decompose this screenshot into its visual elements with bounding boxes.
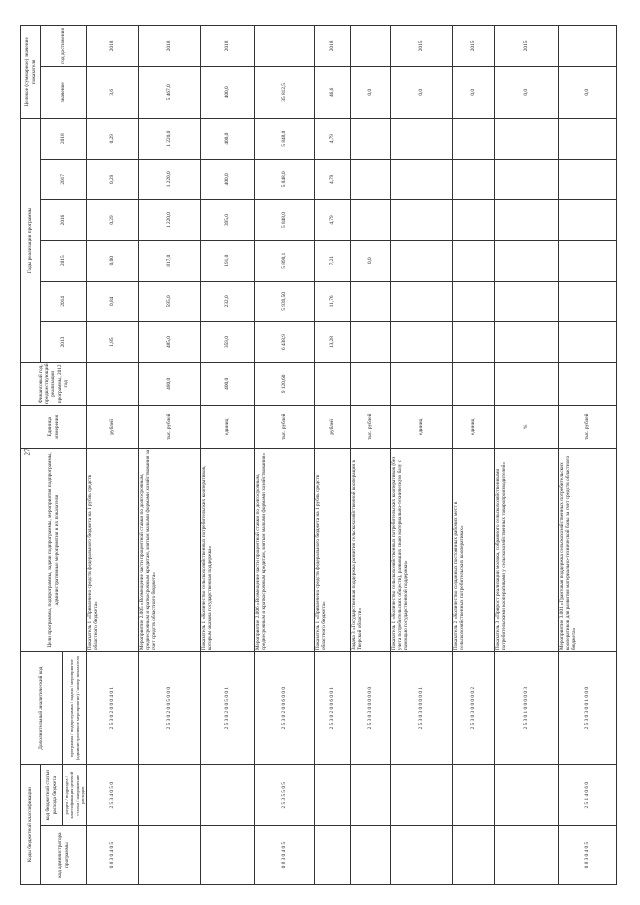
- row-val-2016: [453, 200, 495, 241]
- row-val-2017: [351, 159, 391, 200]
- year-2018-header: 2018: [41, 118, 87, 159]
- row-target-value: 3,6: [87, 66, 139, 118]
- admin-code: [453, 826, 495, 885]
- row-description: Задача 3 «Государственная поддержка развития сельскохозяйственной кооперации в Тверской области»: [351, 448, 391, 651]
- expense-subheaders: раздел / подраздел / классификация целевой статьи / направление расходов: [63, 765, 87, 826]
- row-val-2014: [391, 281, 453, 322]
- row-fin-2012: [495, 362, 559, 405]
- row-fin-2012: 400,0: [201, 362, 255, 405]
- row-val-2016: [495, 200, 559, 241]
- row-val-2014: [453, 281, 495, 322]
- year-2013-header: 2013: [41, 322, 87, 363]
- row-val-2013: [453, 322, 495, 363]
- row-description: Показатель 1 «Привлечено средств федерального бюджета на 1 рубль средств областного бюджета»: [87, 448, 139, 651]
- table-row: [201, 26, 255, 885]
- row-val-2013: [391, 322, 453, 363]
- analytic-code: 2 5 3 0 3 0 0 0 0 0 2: [453, 652, 495, 765]
- row-target-value: 0,0: [453, 66, 495, 118]
- row-val-2018: [495, 118, 559, 159]
- row-val-2014: 11,76: [315, 281, 351, 322]
- row-val-2014: 232,0: [201, 281, 255, 322]
- row-val-2016: 395,0: [201, 200, 255, 241]
- row-description: Показатель 1 «Количество сельскохозяйственных потребительских кооперативов (без учета потребительских обществ), развивших свою материально-техническую базу с помощью государственной поддержки»: [391, 448, 453, 651]
- row-val-2014: [351, 281, 391, 322]
- row-val-2018: 0,29: [87, 118, 139, 159]
- admin-code: [351, 826, 391, 885]
- row-target-year: 2015: [453, 26, 495, 67]
- row-val-2015: 0,00: [87, 240, 139, 281]
- analytic-code: 2 5 3 0 2 0 0 6 0 0 1: [315, 652, 351, 765]
- row-target-year: 2018: [139, 26, 201, 67]
- analytic-subheaders: программа / подпрограмма / задача / мероприятие (административное мероприятие) / номер показателя: [63, 652, 87, 765]
- row-val-2016: 5 848,0: [255, 200, 315, 241]
- admin-code: [495, 826, 559, 885]
- year-2014-header: 2014: [41, 281, 87, 322]
- row-target-value: 46,6: [315, 66, 351, 118]
- row-target-value: 0,0: [495, 66, 559, 118]
- analytic-code: 2 5 3 0 2 0 0 6 0 0 0: [255, 652, 315, 765]
- row-val-2017: 5 848,0: [255, 159, 315, 200]
- row-target-year: 2018: [201, 26, 255, 67]
- row-target-value: 5 467,0: [139, 66, 201, 118]
- row-target-value: 400,0: [201, 66, 255, 118]
- fin-year-header: Финансовый год, предшествующий реализации программы, 2012 год: [21, 362, 87, 405]
- row-fin-2012: [315, 362, 351, 405]
- row-unit: тыс. рублей: [351, 405, 391, 448]
- table-body: [87, 26, 617, 885]
- row-unit: рублей: [315, 405, 351, 448]
- row-val-2013: 485,0: [139, 322, 201, 363]
- row-fin-2012: [391, 362, 453, 405]
- row-val-2016: [351, 200, 391, 241]
- expense-code: [453, 765, 495, 826]
- row-val-2017: [391, 159, 453, 200]
- row-val-2014: 0,84: [87, 281, 139, 322]
- admin-code: [391, 826, 453, 885]
- row-target-year: 2018: [87, 26, 139, 67]
- page-number: 27: [23, 448, 32, 456]
- row-val-2018: [453, 118, 495, 159]
- row-val-2016: 0,29: [87, 200, 139, 241]
- row-fin-2012: 480,0: [139, 362, 201, 405]
- table-row: [255, 26, 315, 885]
- row-description: Мероприятие 2.005 «Возмещение части процентной ставки по долгосрочным, среднесрочным и краткосрочным кредитам, взятым малыми формами хозяйствования за счет средств областного бюджета»: [139, 448, 201, 651]
- row-target-year: 2015: [391, 26, 453, 67]
- admin-code: [139, 826, 201, 885]
- row-fin-2012: [453, 362, 495, 405]
- row-description: Показатель 3 «Прирост реализации молока, собранного сельскохозяйственными потребительскими кооперативами у сельскохозяйственных товаропроизводителей»: [495, 448, 559, 651]
- expense-code: [201, 765, 255, 826]
- row-val-2018: 1 220,0: [139, 118, 201, 159]
- row-val-2015: 7,21: [315, 240, 351, 281]
- row-val-2013: [559, 322, 617, 363]
- row-unit: %: [495, 405, 559, 448]
- row-val-2016: [559, 200, 617, 241]
- row-val-2013: 6 438,9: [255, 322, 315, 363]
- row-target-year: [559, 26, 617, 67]
- row-description: Показатель 2 «Количество созданных постоянных рабочих мест в сельскохозяйственных потребительских кооперативах»: [453, 448, 495, 651]
- admin-code: 0 8 3 0 4 0 5: [559, 826, 617, 885]
- analytic-group-header: Дополнительный аналитический код: [21, 652, 63, 765]
- analytic-code: 2 5 3 0 3 0 0 1 0 0 0: [559, 652, 617, 765]
- unit-header: Единица измерения: [21, 405, 87, 448]
- row-description: Показатель 1 «Привлечено средств федерального бюджета на 1 рубль средств областного бюджета»: [315, 448, 351, 651]
- admin-code: 0 8 3 0 4 0 5: [255, 826, 315, 885]
- row-unit: тыс. рублей: [559, 405, 617, 448]
- row-val-2016: [391, 200, 453, 241]
- row-val-2018: 4,79: [315, 118, 351, 159]
- row-val-2015: [495, 240, 559, 281]
- year-2017-header: 2017: [41, 159, 87, 200]
- row-val-2014: 595,0: [139, 281, 201, 322]
- program-table: [20, 25, 617, 885]
- expense-code: [315, 765, 351, 826]
- row-val-2013: 1,85: [87, 322, 139, 363]
- target-group-header: Целевое (суммарное) значение показателя: [21, 26, 41, 119]
- row-fin-2012: [559, 362, 617, 405]
- row-target-year: [255, 26, 315, 67]
- admin-code: [201, 826, 255, 885]
- table-row: [351, 26, 391, 885]
- row-val-2013: 359,0: [201, 322, 255, 363]
- row-target-year: 2015: [495, 26, 559, 67]
- rotated-table-wrapper: [20, 25, 620, 885]
- row-val-2014: 5 939,50: [255, 281, 315, 322]
- row-description: Показатель 1 «Количество сельскохозяйственных потребительских кооперативов, которым оказана государственная поддержка»: [201, 448, 255, 651]
- row-description: Мероприятие 3.001 «Грантовая поддержка сельскохозяйственных потребительских кооперативов для развития материально-технической базы за счет средств областного бюджета»: [559, 448, 617, 651]
- row-val-2015: [559, 240, 617, 281]
- row-unit: единиц: [201, 405, 255, 448]
- row-target-year: [351, 26, 391, 67]
- row-val-2014: [495, 281, 559, 322]
- row-val-2018: [559, 118, 617, 159]
- analytic-code: 2 5 3 0 2 0 0 5 0 0 0: [139, 652, 201, 765]
- row-description: Мероприятие 2.006 «Возмещение части процентной ставки по долгосрочным, среднесрочным и краткосрочным кредитам, взятым малыми формами хозяйствования»: [255, 448, 315, 651]
- goals-header: Цели программы, подпрограммы, задачи подпрограммы, мероприятия подпрограммы, административные мероприятия и их показатели: [21, 448, 87, 651]
- expense-code: 2 5 3 5 5 0 5: [255, 765, 315, 826]
- row-unit: единиц: [391, 405, 453, 448]
- row-val-2017: 1 220,0: [139, 159, 201, 200]
- row-val-2017: 4,79: [315, 159, 351, 200]
- row-val-2018: 400,0: [201, 118, 255, 159]
- row-val-2017: [495, 159, 559, 200]
- expense-code: [139, 765, 201, 826]
- row-target-value: 0,0: [559, 66, 617, 118]
- expense-code: [391, 765, 453, 826]
- analytic-code: 2 5 3 0 2 0 0 5 0 0 1: [201, 652, 255, 765]
- row-val-2015: [391, 240, 453, 281]
- table-row: [139, 26, 201, 885]
- row-val-2015: 5 890,1: [255, 240, 315, 281]
- codes-group-header: Коды бюджетной классификации: [21, 765, 41, 885]
- row-val-2013: 13,28: [315, 322, 351, 363]
- table-row: [559, 26, 617, 885]
- row-target-value: 35 812,5: [255, 66, 315, 118]
- row-fin-2012: [87, 362, 139, 405]
- row-val-2015: 817,0: [139, 240, 201, 281]
- analytic-code: 2 5 3 0 3 0 0 0 0 0 0: [351, 652, 391, 765]
- table-row: [391, 26, 453, 885]
- expense-code-header: код бюджетной статьи расхода бюджета: [41, 765, 63, 826]
- row-val-2016: 1 220,0: [139, 200, 201, 241]
- row-val-2017: [453, 159, 495, 200]
- table-row: [453, 26, 495, 885]
- row-val-2014: [559, 281, 617, 322]
- row-unit: рублей: [87, 405, 139, 448]
- row-val-2017: 0,29: [87, 159, 139, 200]
- row-unit: тыс. рублей: [255, 405, 315, 448]
- row-unit: единиц: [453, 405, 495, 448]
- row-val-2016: 4,79: [315, 200, 351, 241]
- analytic-code: 2 5 3 0 2 0 0 0 4 0 1: [87, 652, 139, 765]
- expense-code: 2 5 3 4 0 5 0: [87, 765, 139, 826]
- table-row: [87, 26, 139, 885]
- table-row: [315, 26, 351, 885]
- row-val-2017: 400,0: [201, 159, 255, 200]
- table-row: [495, 26, 559, 885]
- years-group-header: Годы реализации программы: [21, 118, 41, 362]
- row-val-2018: [391, 118, 453, 159]
- expense-code: [495, 765, 559, 826]
- admin-code: 0 8 3 0 4 0 5: [87, 826, 139, 885]
- target-year-header: год достижения: [41, 26, 87, 67]
- row-fin-2012: 9 120,60: [255, 362, 315, 405]
- row-target-year: 2018: [315, 26, 351, 67]
- year-2015-header: 2015: [41, 240, 87, 281]
- row-val-2015: 191,0: [201, 240, 255, 281]
- analytic-code: 2 5 3 0 1 0 0 0 0 0 3: [495, 652, 559, 765]
- row-val-2013: [495, 322, 559, 363]
- target-value-header: значение: [41, 66, 87, 118]
- expense-code: [351, 765, 391, 826]
- row-val-2015: 0,0: [351, 240, 391, 281]
- row-target-value: 0,0: [391, 66, 453, 118]
- year-2016-header: 2016: [41, 200, 87, 241]
- admin-code: [315, 826, 351, 885]
- row-fin-2012: [351, 362, 391, 405]
- row-target-value: 0,0: [351, 66, 391, 118]
- row-val-2018: 5 848,0: [255, 118, 315, 159]
- expense-code: 2 5 1 4 0 6 0: [559, 765, 617, 826]
- admin-code-header: код администратора программы: [41, 826, 87, 885]
- row-val-2017: [559, 159, 617, 200]
- row-val-2018: [351, 118, 391, 159]
- row-unit: тыс. рублей: [139, 405, 201, 448]
- row-val-2013: [351, 322, 391, 363]
- row-val-2015: [453, 240, 495, 281]
- analytic-code: 2 5 3 0 3 0 0 0 0 0 1: [391, 652, 453, 765]
